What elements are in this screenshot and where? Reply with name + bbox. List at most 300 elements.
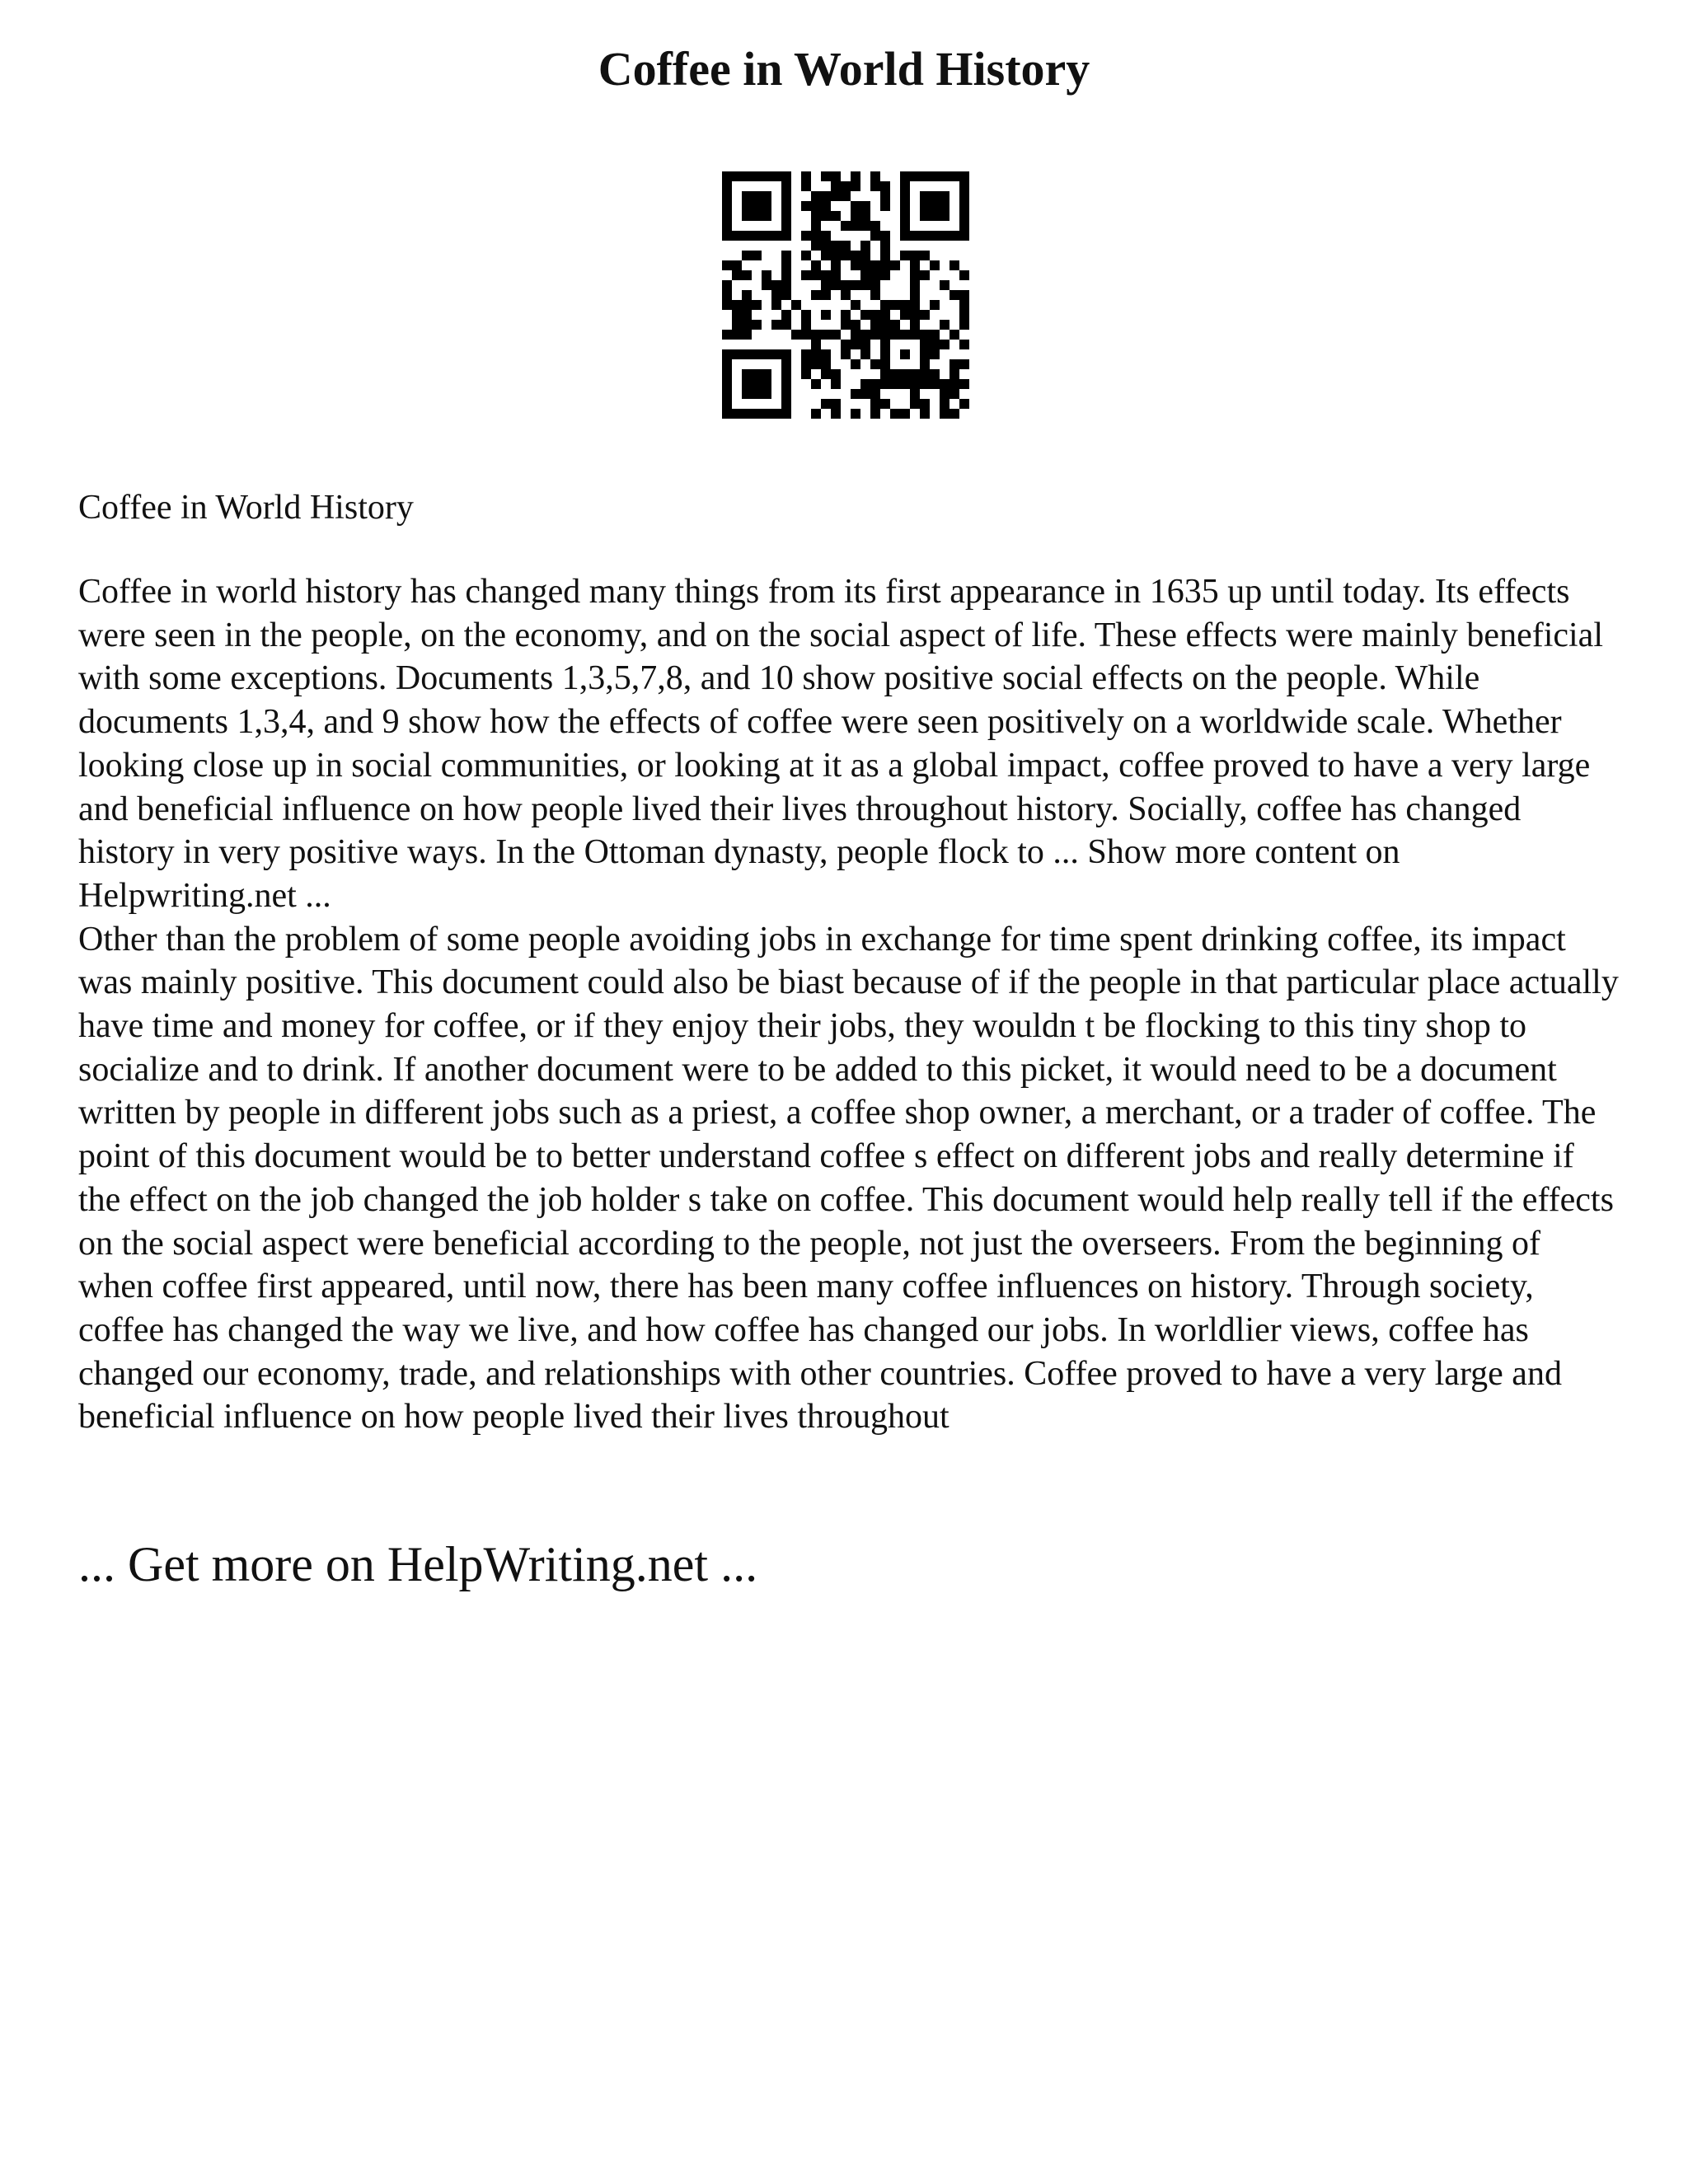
qr-module: [890, 369, 900, 379]
qr-module: [781, 221, 791, 231]
qr-module: [722, 330, 732, 340]
qr-module: [860, 389, 870, 399]
qr-module: [950, 260, 959, 270]
get-more-link[interactable]: ... Get more on HelpWriting.net ...: [78, 1537, 758, 1591]
qr-module: [752, 409, 762, 419]
qr-module: [870, 171, 880, 181]
qr-module: [860, 260, 870, 270]
qr-module: [722, 409, 732, 419]
qr-module: [920, 231, 930, 241]
qr-module: [851, 280, 860, 290]
qr-module: [781, 349, 791, 359]
qr-module: [870, 359, 880, 369]
qr-module: [801, 270, 811, 280]
qr-module: [920, 211, 930, 221]
qr-module: [900, 231, 910, 241]
qr-module: [860, 251, 870, 260]
qr-module: [841, 349, 851, 359]
qr-module: [811, 260, 821, 270]
qr-module: [910, 280, 920, 290]
qr-module: [870, 379, 880, 389]
qr-module: [860, 270, 870, 280]
qr-module: [870, 270, 880, 280]
qr-module: [722, 260, 732, 270]
qr-module: [821, 330, 831, 340]
qr-module: [950, 369, 959, 379]
qr-module: [900, 379, 910, 389]
qr-module: [742, 379, 752, 389]
qr-module: [930, 191, 940, 201]
qr-module: [742, 171, 752, 181]
qr-module: [742, 191, 752, 201]
qr-module: [752, 171, 762, 181]
qr-module: [851, 389, 860, 399]
qr-module: [860, 241, 870, 251]
qr-module: [940, 409, 950, 419]
qr-module: [841, 181, 851, 191]
qr-module: [860, 349, 870, 359]
qr-module: [752, 191, 762, 201]
qr-module: [880, 300, 890, 310]
qr-module: [880, 201, 890, 211]
qr-module: [920, 171, 930, 181]
qr-module: [880, 231, 890, 241]
qr-module: [771, 231, 781, 241]
qr-module: [732, 349, 742, 359]
qr-module: [831, 181, 841, 191]
qr-module: [762, 409, 771, 419]
qr-module: [920, 251, 930, 260]
qr-module: [762, 389, 771, 399]
qr-module: [950, 409, 959, 419]
qr-module: [831, 260, 841, 270]
qr-module: [742, 201, 752, 211]
qr-module: [722, 211, 732, 221]
qr-module: [821, 171, 831, 181]
qr-module: [870, 290, 880, 300]
qr-module: [752, 231, 762, 241]
qr-module: [920, 191, 930, 201]
qr-module: [771, 320, 781, 330]
qr-module: [940, 201, 950, 211]
qr-module: [821, 310, 831, 320]
qr-module: [781, 231, 791, 241]
qr-module: [841, 340, 851, 349]
qr-module: [811, 270, 821, 280]
qr-module: [870, 330, 880, 340]
qr-module: [910, 171, 920, 181]
qr-module: [910, 399, 920, 409]
qr-module: [930, 211, 940, 221]
qr-module: [722, 379, 732, 389]
qr-module: [841, 290, 851, 300]
qr-module: [910, 330, 920, 340]
qr-module: [821, 231, 831, 241]
qr-module: [880, 349, 890, 359]
qr-module: [732, 260, 742, 270]
qr-module: [959, 300, 969, 310]
qr-module: [880, 191, 890, 201]
qr-module: [811, 349, 821, 359]
qr-module: [910, 300, 920, 310]
qr-module: [890, 320, 900, 330]
qr-module: [722, 280, 732, 290]
qr-module: [781, 389, 791, 399]
qr-module: [870, 389, 880, 399]
qr-module: [722, 389, 732, 399]
qr-module: [781, 399, 791, 409]
qr-module: [930, 201, 940, 211]
qr-module: [742, 369, 752, 379]
qr-module: [910, 320, 920, 330]
qr-module: [880, 379, 890, 389]
qr-module: [722, 300, 732, 310]
qr-module: [920, 369, 930, 379]
qr-module: [860, 340, 870, 349]
qr-module: [851, 359, 860, 369]
qr-module: [880, 340, 890, 349]
qr-module: [742, 330, 752, 340]
qr-module: [880, 399, 890, 409]
qr-module: [860, 379, 870, 389]
qr-module: [821, 201, 831, 211]
qr-module: [890, 379, 900, 389]
qr-module: [920, 340, 930, 349]
qr-module: [781, 369, 791, 379]
qr-module: [742, 270, 752, 280]
qr-module: [851, 181, 860, 191]
qr-module: [732, 270, 742, 280]
qr-module: [801, 181, 811, 191]
qr-module: [870, 399, 880, 409]
qr-code-graphic: [722, 171, 969, 419]
qr-module: [841, 280, 851, 290]
qr-module: [722, 349, 732, 359]
qr-module: [742, 349, 752, 359]
qr-module: [752, 369, 762, 379]
qr-module: [841, 320, 851, 330]
body-paragraph-2: Other than the problem of some people avoiding jobs in exchange for time spent drinking coffee, its impact was mainly positive. This document could also be biast because of if the people in that particular place actually have time and money for coffee, or if they enjoy their jobs, they wouldn t be flocking to this tiny shop to socialize and to drink. If another document were to be added to this picket, it would need to be a document written by people in different jobs such as a priest, a coffee shop owner, a merchant, or a trader of coffee. The point of this document would be to better understand coffee s effect on different jobs and really determine if the effect on the job changed the job holder s take on coffee. This document would help really tell if the effects on the social aspect were beneficial according to the people, not just the overseers. From the beginning of when coffee first appeared, until now, there has been many coffee influences on history. Through society, coffee has changed the way we live, and how coffee has changed our jobs. In worldlier views, coffee has changed our economy, trade, and relationships with other countries. Coffee proved to have a very large and beneficial influence on how people lived their lives throughout: [78, 920, 1619, 1436]
qr-module: [959, 310, 969, 320]
qr-module: [870, 260, 880, 270]
qr-module: [890, 330, 900, 340]
qr-module: [801, 349, 811, 359]
qr-module: [791, 330, 801, 340]
qr-module: [742, 389, 752, 399]
qr-module: [940, 340, 950, 349]
qr-module: [811, 340, 821, 349]
qr-module: [880, 359, 890, 369]
qr-module: [762, 171, 771, 181]
qr-module: [851, 221, 860, 231]
qr-module: [959, 201, 969, 211]
qr-module: [880, 270, 890, 280]
qr-module: [860, 280, 870, 290]
qr-module: [801, 171, 811, 181]
qr-module: [900, 330, 910, 340]
qr-module: [920, 359, 930, 369]
page-title: Coffee in World History: [598, 42, 1090, 96]
qr-module: [752, 320, 762, 330]
qr-module: [821, 349, 831, 359]
qr-module: [831, 330, 841, 340]
qr-module: [752, 201, 762, 211]
qr-module: [870, 221, 880, 231]
qr-module: [811, 211, 821, 221]
qr-module: [742, 251, 752, 260]
qr-module: [920, 409, 930, 419]
qr-module: [732, 300, 742, 310]
qr-module: [851, 260, 860, 270]
qr-module: [722, 359, 732, 369]
qr-module: [781, 181, 791, 191]
qr-module: [771, 300, 781, 310]
qr-module: [950, 330, 959, 340]
qr-module: [959, 320, 969, 330]
qr-module: [722, 201, 732, 211]
qr-module: [801, 359, 811, 369]
qr-module: [831, 409, 841, 419]
qr-module: [781, 201, 791, 211]
qr-module: [870, 280, 880, 290]
qr-module: [950, 389, 959, 399]
qr-module: [870, 231, 880, 241]
qr-module: [841, 241, 851, 251]
qr-module: [940, 379, 950, 389]
qr-module: [900, 201, 910, 211]
qr-module: [930, 349, 940, 359]
qr-module: [851, 171, 860, 181]
qr-module: [851, 409, 860, 419]
qr-module: [880, 369, 890, 379]
qr-module: [752, 300, 762, 310]
qr-module: [791, 300, 801, 310]
qr-module: [959, 211, 969, 221]
qr-module: [880, 330, 890, 340]
qr-module: [762, 369, 771, 379]
qr-module: [930, 330, 940, 340]
qr-module: [742, 300, 752, 310]
qr-module: [841, 221, 851, 231]
qr-module: [732, 310, 742, 320]
qr-module: [762, 270, 771, 280]
qr-module: [910, 270, 920, 280]
qr-module: [950, 171, 959, 181]
qr-module: [831, 270, 841, 280]
qr-module: [900, 369, 910, 379]
qr-module: [722, 171, 732, 181]
qr-module: [781, 320, 791, 330]
qr-module: [930, 171, 940, 181]
qr-module: [959, 270, 969, 280]
qr-module: [771, 409, 781, 419]
qr-module: [821, 369, 831, 379]
qr-module: [762, 280, 771, 290]
qr-module: [870, 320, 880, 330]
qr-module: [950, 290, 959, 300]
qr-code-icon: [722, 171, 969, 419]
qr-module: [930, 300, 940, 310]
qr-module: [860, 221, 870, 231]
qr-module: [920, 349, 930, 359]
qr-module: [880, 241, 890, 251]
qr-module: [771, 290, 781, 300]
qr-module: [930, 379, 940, 389]
qr-module: [821, 270, 831, 280]
qr-module: [860, 211, 870, 221]
qr-module: [762, 379, 771, 389]
qr-module: [851, 211, 860, 221]
qr-module: [851, 320, 860, 330]
qr-module: [831, 251, 841, 260]
qr-module: [940, 399, 950, 409]
qr-module: [752, 211, 762, 221]
qr-module: [821, 359, 831, 369]
qr-module: [930, 231, 940, 241]
qr-module: [900, 409, 910, 419]
qr-module: [940, 389, 950, 399]
qr-module: [870, 409, 880, 419]
qr-module: [920, 310, 930, 320]
qr-module: [752, 379, 762, 389]
qr-module: [940, 211, 950, 221]
qr-module: [950, 231, 959, 241]
qr-module: [811, 201, 821, 211]
qr-module: [811, 330, 821, 340]
qr-module: [771, 349, 781, 359]
qr-module: [722, 181, 732, 191]
document-subtitle: Coffee in World History: [78, 489, 414, 527]
qr-module: [821, 191, 831, 201]
qr-module: [831, 191, 841, 201]
qr-module: [742, 231, 752, 241]
qr-module: [742, 409, 752, 419]
qr-module: [900, 300, 910, 310]
qr-module: [900, 181, 910, 191]
body-paragraph-1: Coffee in world history has changed many things from its first appearance in 1635 up until today. Its effects were seen in the people, on the economy, and on the social aspect of life. These effects were mainly beneficial with some exceptions. Documents 1,3,5,7,8, and 10 show positive social effects on the people. While documents 1,3,4, and 9 show how the effects of coffee were seen positively on a worldwide scale. Whether looking close up in social communities, or looking at it as a global impact, coffee proved to have a very large and beneficial influence on how people lived their lives throughout history. Socially, coffee has changed history in very positive ways. In the Ottoman dynasty, people flock to ... Show more content on Helpwriting.net ...: [78, 573, 1603, 915]
qr-module: [801, 320, 811, 330]
qr-module: [831, 369, 841, 379]
qr-module: [959, 171, 969, 181]
qr-module: [732, 409, 742, 419]
qr-module: [742, 290, 752, 300]
qr-module: [940, 171, 950, 181]
qr-module: [860, 330, 870, 340]
qr-module: [821, 241, 831, 251]
qr-module: [900, 221, 910, 231]
qr-module: [831, 171, 841, 181]
qr-module: [722, 221, 732, 231]
qr-module: [959, 399, 969, 409]
qr-module: [959, 191, 969, 201]
qr-module: [821, 399, 831, 409]
qr-module: [880, 181, 890, 191]
qr-module: [841, 251, 851, 260]
qr-module: [742, 320, 752, 330]
qr-module: [841, 310, 851, 320]
qr-module: [801, 231, 811, 241]
document-body: [78, 570, 1620, 1439]
qr-module: [930, 260, 940, 270]
qr-module: [752, 389, 762, 399]
qr-module: [811, 231, 821, 241]
qr-module: [860, 310, 870, 320]
qr-module: [732, 171, 742, 181]
qr-module: [732, 330, 742, 340]
qr-module: [732, 320, 742, 330]
qr-module: [781, 191, 791, 201]
qr-module: [811, 359, 821, 369]
qr-module: [920, 270, 930, 280]
qr-module: [771, 280, 781, 290]
qr-module: [801, 251, 811, 260]
qr-module: [890, 260, 900, 270]
qr-module: [959, 231, 969, 241]
qr-module: [831, 280, 841, 290]
qr-module: [781, 409, 791, 419]
qr-module: [752, 349, 762, 359]
qr-module: [910, 290, 920, 300]
qr-module: [860, 201, 870, 211]
qr-module: [940, 280, 950, 290]
qr-module: [959, 221, 969, 231]
qr-module: [781, 260, 791, 270]
qr-module: [831, 399, 841, 409]
qr-module: [900, 251, 910, 260]
qr-module: [950, 379, 959, 389]
qr-module: [880, 310, 890, 320]
qr-module: [920, 330, 930, 340]
qr-module: [722, 369, 732, 379]
qr-module: [851, 330, 860, 340]
qr-module: [900, 191, 910, 201]
qr-module: [811, 241, 821, 251]
qr-module: [910, 379, 920, 389]
qr-module: [821, 290, 831, 300]
qr-module: [811, 221, 821, 231]
qr-module: [811, 191, 821, 201]
qr-module: [821, 280, 831, 290]
qr-module: [762, 201, 771, 211]
qr-module: [831, 211, 841, 221]
qr-module: [801, 369, 811, 379]
qr-module: [762, 349, 771, 359]
qr-module: [920, 379, 930, 389]
qr-module: [781, 251, 791, 260]
qr-module: [870, 181, 880, 191]
qr-module: [920, 201, 930, 211]
qr-module: [880, 320, 890, 330]
qr-module: [910, 231, 920, 241]
qr-module: [781, 290, 791, 300]
qr-module: [940, 191, 950, 201]
qr-module: [900, 211, 910, 221]
qr-module: [831, 379, 841, 389]
qr-module: [930, 340, 940, 349]
qr-module: [722, 290, 732, 300]
qr-module: [851, 300, 860, 310]
qr-module: [742, 310, 752, 320]
qr-module: [910, 310, 920, 320]
qr-module: [821, 211, 831, 221]
qr-module: [781, 171, 791, 181]
qr-module: [940, 231, 950, 241]
qr-module: [762, 231, 771, 241]
qr-module: [781, 280, 791, 290]
qr-module: [831, 241, 841, 251]
qr-module: [781, 379, 791, 389]
qr-module: [841, 191, 851, 201]
